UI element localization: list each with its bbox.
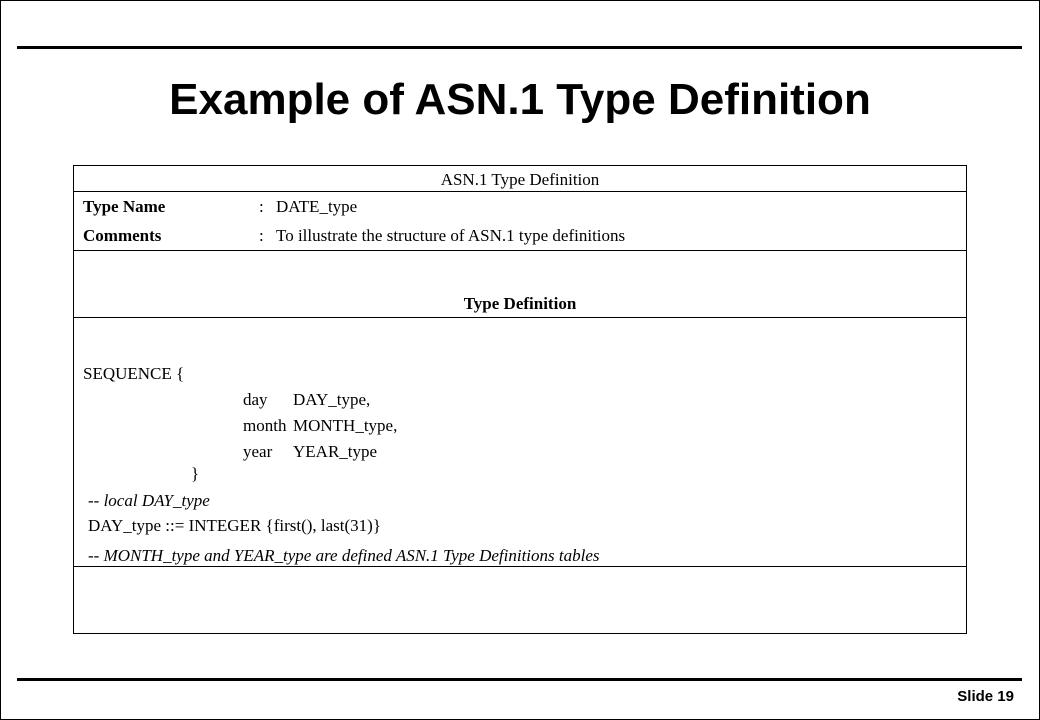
table-header: ASN.1 Type Definition	[440, 170, 600, 189]
field-name-day: day	[243, 390, 268, 409]
type-name-separator: :	[259, 197, 264, 216]
bottom-rule	[17, 678, 1022, 681]
type-name-value: DATE_type	[276, 197, 358, 216]
field-type-year: YEAR_type	[293, 442, 378, 461]
field-type-month: MONTH_type,	[293, 416, 398, 435]
slide-title: Example of ASN.1 Type Definition	[169, 75, 871, 124]
field-name-month: month	[243, 416, 287, 435]
top-rule	[17, 46, 1022, 49]
table-divider	[74, 566, 966, 567]
type-name-label: Type Name	[83, 197, 166, 216]
comments-separator: :	[259, 226, 264, 245]
tables-comment: -- MONTH_type and YEAR_type are defined ASN.1 Type Definitions tables	[88, 546, 600, 565]
field-type-day: DAY_type,	[293, 390, 371, 409]
table-divider	[74, 250, 966, 251]
field-name-year: year	[243, 442, 273, 461]
asn1-definition-table	[73, 165, 967, 634]
comments-value: To illustrate the structure of ASN.1 type definitions	[276, 226, 626, 245]
sequence-close: }	[191, 464, 200, 483]
local-type-comment: -- local DAY_type	[88, 491, 210, 510]
type-definition-heading: Type Definition	[463, 294, 577, 313]
day-type-definition: DAY_type ::= INTEGER {first(), last(31)}	[88, 516, 381, 535]
table-divider	[74, 317, 966, 318]
comments-label: Comments	[83, 226, 162, 245]
sequence-open: SEQUENCE {	[83, 364, 185, 383]
slide-number: Slide 19	[957, 688, 1014, 705]
table-divider	[74, 191, 966, 192]
